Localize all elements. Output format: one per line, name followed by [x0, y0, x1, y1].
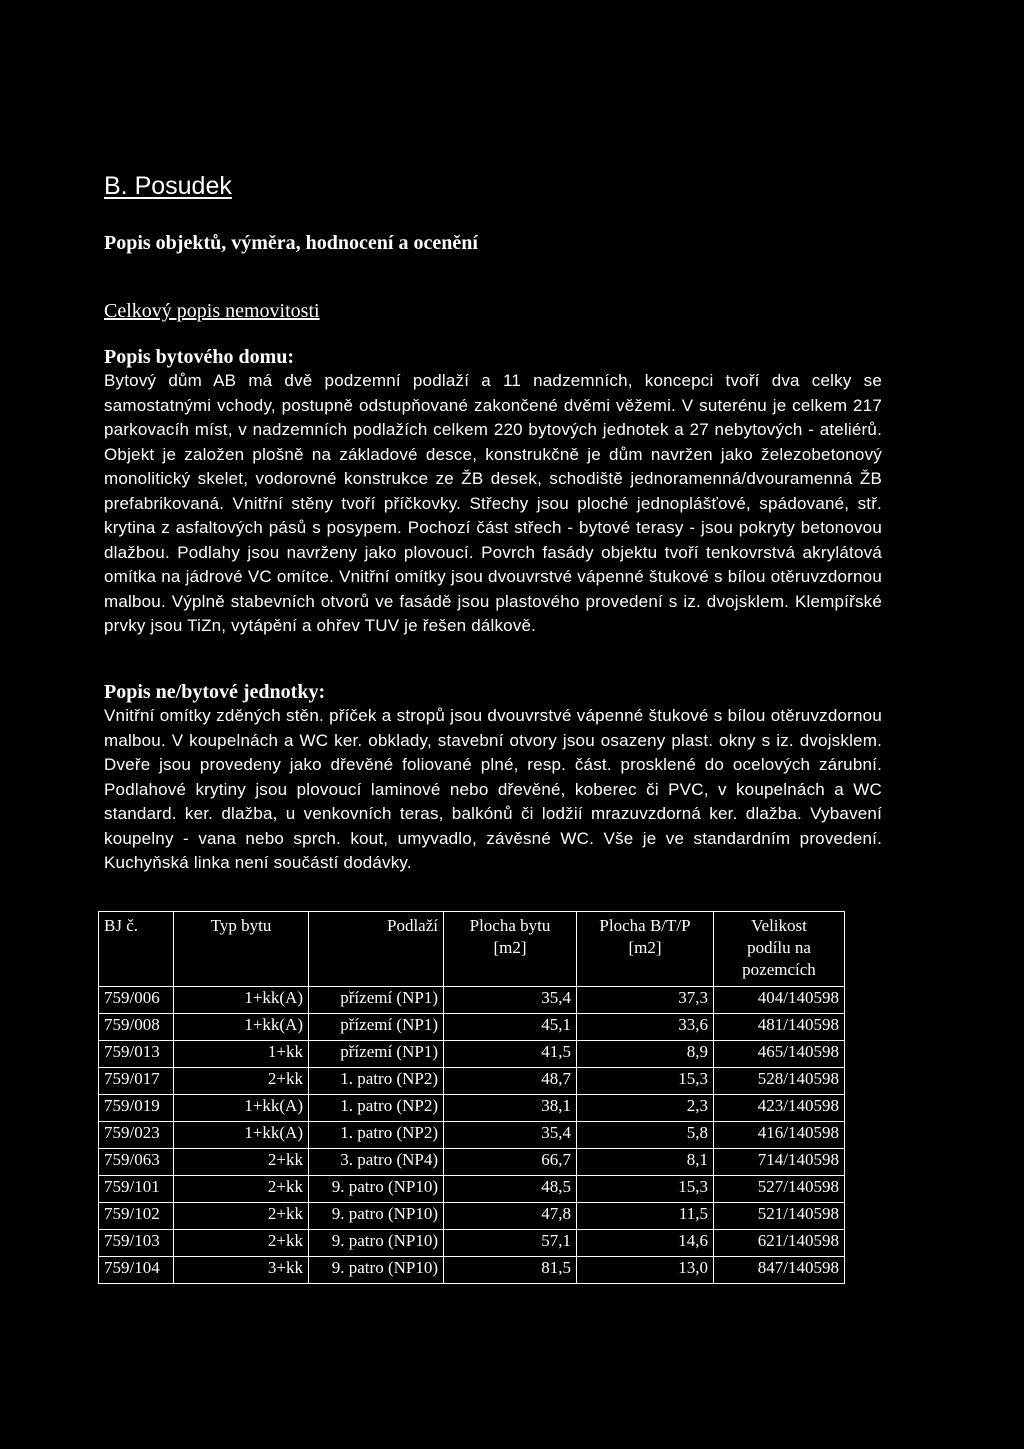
table-cell: 13,0 — [577, 1257, 714, 1284]
table-cell: 11,5 — [577, 1203, 714, 1230]
table-cell: 481/140598 — [714, 1014, 845, 1041]
table-cell: přízemí (NP1) — [309, 1014, 444, 1041]
table-cell: 9. patro (NP10) — [309, 1230, 444, 1257]
table-cell: 2+kk — [174, 1176, 309, 1203]
column-header — [174, 912, 309, 987]
table-row — [99, 1095, 845, 1122]
header-line: Podlaží — [387, 916, 438, 935]
table-cell: 759/006 — [99, 987, 174, 1014]
table-cell: 2+kk — [174, 1230, 309, 1257]
header-line: podílu na — [747, 938, 811, 957]
table-cell: 621/140598 — [714, 1230, 845, 1257]
table-cell: 759/017 — [99, 1068, 174, 1095]
unit-description — [104, 680, 882, 876]
table-row — [99, 1230, 845, 1257]
table-cell: 8,9 — [577, 1041, 714, 1068]
section-title: B. Posudek — [104, 172, 232, 200]
table-cell: 66,7 — [444, 1149, 577, 1176]
table-cell: 15,3 — [577, 1176, 714, 1203]
column-header — [309, 912, 444, 987]
table-cell: 714/140598 — [714, 1149, 845, 1176]
table-cell: 1+kk — [174, 1041, 309, 1068]
table-cell: 8,1 — [577, 1149, 714, 1176]
house-text: Bytový dům AB má dvě podzemní podlaží a 11 nadzemních, koncepci tvoří dva celky se samostatnými vchody, postupně odstupňované zakončené dvěmi věžemi. V suterénu je celkem 217 parkovacíh míst, v nadzemních podlažích celkem 220 bytových jednotek a 27 nebytových - ateliérů. Objekt je založen plošně na základové desce, konstrukčně je dům navržen jako železobetonový monolitický skelet, vodorovné konstrukce ze ŽB desek, schodiště jednoramenná/dvouramenná ŽB prefabrikovaná. Vnitřní stěny tvoří příčkovky. Střechy jsou ploché jednoplášťové, spádované, stř. krytina z asfaltových pásů s posypem. Pochozí část střech - bytové terasy - jsou pokryty betonovou dlažbou. Podlahy jsou navrženy jako plovoucí. Povrch fasády objektu tvoří tenkovrstvá akrylátová omítka na jádrové VC omítce. Vnitřní omítky jsou dvouvrstvé vápenné štukové s bílou otěruvzdornou malbou. Výplně stabevních otvorů ve fasádě jsou plastového provedení s iz. dvojsklem. Klempířské prvky jsou TiZn, vytápění a ohřev TUV je řešen dálkově. — [104, 371, 882, 635]
header-line: Plocha B/T/P — [599, 916, 691, 935]
table-cell: 1. patro (NP2) — [309, 1122, 444, 1149]
table-cell: 9. patro (NP10) — [309, 1176, 444, 1203]
header-line: [m2] — [628, 938, 662, 957]
table-cell: 33,6 — [577, 1014, 714, 1041]
table-cell: 759/008 — [99, 1014, 174, 1041]
table-cell: 847/140598 — [714, 1257, 845, 1284]
table-row — [99, 1068, 845, 1095]
header-line: BJ č. — [104, 916, 138, 935]
table-cell: 47,8 — [444, 1203, 577, 1230]
table-cell: 759/102 — [99, 1203, 174, 1230]
table-cell: 1. patro (NP2) — [309, 1095, 444, 1122]
overview-heading: Celkový popis nemovitosti — [104, 300, 320, 322]
house-description — [104, 345, 882, 639]
table-cell: 404/140598 — [714, 987, 845, 1014]
subtitle: Popis objektů, výměra, hodnocení a ocenění — [104, 232, 478, 254]
column-header — [714, 912, 845, 987]
table-cell: přízemí (NP1) — [309, 987, 444, 1014]
table-cell: 45,1 — [444, 1014, 577, 1041]
table-cell: 521/140598 — [714, 1203, 845, 1230]
table-cell: 759/013 — [99, 1041, 174, 1068]
table-cell: 2+kk — [174, 1068, 309, 1095]
table-row — [99, 1041, 845, 1068]
table-cell: 2,3 — [577, 1095, 714, 1122]
table-body — [99, 987, 845, 1284]
column-header — [577, 912, 714, 987]
table-cell: 9. patro (NP10) — [309, 1257, 444, 1284]
table-row — [99, 987, 845, 1014]
table-cell: 759/023 — [99, 1122, 174, 1149]
table-cell: 759/063 — [99, 1149, 174, 1176]
table-row — [99, 1149, 845, 1176]
header-line: Typ bytu — [210, 916, 272, 935]
column-header — [444, 912, 577, 987]
table-cell: 759/103 — [99, 1230, 174, 1257]
table-cell: 465/140598 — [714, 1041, 845, 1068]
table-cell: 14,6 — [577, 1230, 714, 1257]
table-cell: 759/104 — [99, 1257, 174, 1284]
unit-heading: Popis ne/bytové jednotky: — [104, 681, 326, 703]
units-table — [98, 911, 845, 1284]
table-cell: 3+kk — [174, 1257, 309, 1284]
table-header-row — [99, 912, 845, 987]
unit-text: Vnitřní omítky zděných stěn. příček a stropů jsou dvouvrstvé vápenné štukové s bílou otěruvzdornou malbou. V koupelnách a WC ker. obklady, stavební otvory jsou osazeny plast. okny s iz. dvojsklem. Dveře jsou provedeny jako dřevěné foliované plné, resp. část. prosklené do ocelových zárubní. Podlahové krytiny jsou plovoucí laminové nebo dřevěné, koberec či PVC, v koupelnách a WC standard. ker. dlažba, u venkovních teras, balkónů či lodžií mrazuvzdorná ker. dlažba. Vybavení koupelny - vana nebo sprch. kout, umyvadlo, závěsné WC. Vše je ve standardním provedení. Kuchyňská linka není součástí dodávky. — [104, 706, 882, 872]
table-cell: 41,5 — [444, 1041, 577, 1068]
header-line: pozemcích — [742, 960, 816, 979]
house-heading: Popis bytového domu: — [104, 346, 295, 368]
table-cell: 9. patro (NP10) — [309, 1203, 444, 1230]
table-cell: 38,1 — [444, 1095, 577, 1122]
table-cell: 759/101 — [99, 1176, 174, 1203]
table-cell: 48,7 — [444, 1068, 577, 1095]
table-cell: přízemí (NP1) — [309, 1041, 444, 1068]
table-row — [99, 1122, 845, 1149]
table-row — [99, 1257, 845, 1284]
table-row — [99, 1014, 845, 1041]
table-cell: 2+kk — [174, 1203, 309, 1230]
table-cell: 1+kk(A) — [174, 987, 309, 1014]
table-cell: 37,3 — [577, 987, 714, 1014]
table-cell: 528/140598 — [714, 1068, 845, 1095]
table-cell: 416/140598 — [714, 1122, 845, 1149]
column-header — [99, 912, 174, 987]
table-cell: 57,1 — [444, 1230, 577, 1257]
header-line: [m2] — [493, 938, 527, 957]
table-cell: 1+kk(A) — [174, 1014, 309, 1041]
table-cell: 48,5 — [444, 1176, 577, 1203]
table-cell: 1+kk(A) — [174, 1095, 309, 1122]
table-cell: 5,8 — [577, 1122, 714, 1149]
table-cell: 759/019 — [99, 1095, 174, 1122]
table-cell: 1+kk(A) — [174, 1122, 309, 1149]
table-cell: 423/140598 — [714, 1095, 845, 1122]
table-cell: 81,5 — [444, 1257, 577, 1284]
table-cell: 527/140598 — [714, 1176, 845, 1203]
header-line: Plocha bytu — [469, 916, 551, 935]
table-cell: 1. patro (NP2) — [309, 1068, 444, 1095]
table-cell: 35,4 — [444, 987, 577, 1014]
table-row — [99, 1176, 845, 1203]
table-row — [99, 1203, 845, 1230]
table-cell: 15,3 — [577, 1068, 714, 1095]
table-cell: 35,4 — [444, 1122, 577, 1149]
table-cell: 3. patro (NP4) — [309, 1149, 444, 1176]
header-line: Velikost — [751, 916, 807, 935]
table-cell: 2+kk — [174, 1149, 309, 1176]
